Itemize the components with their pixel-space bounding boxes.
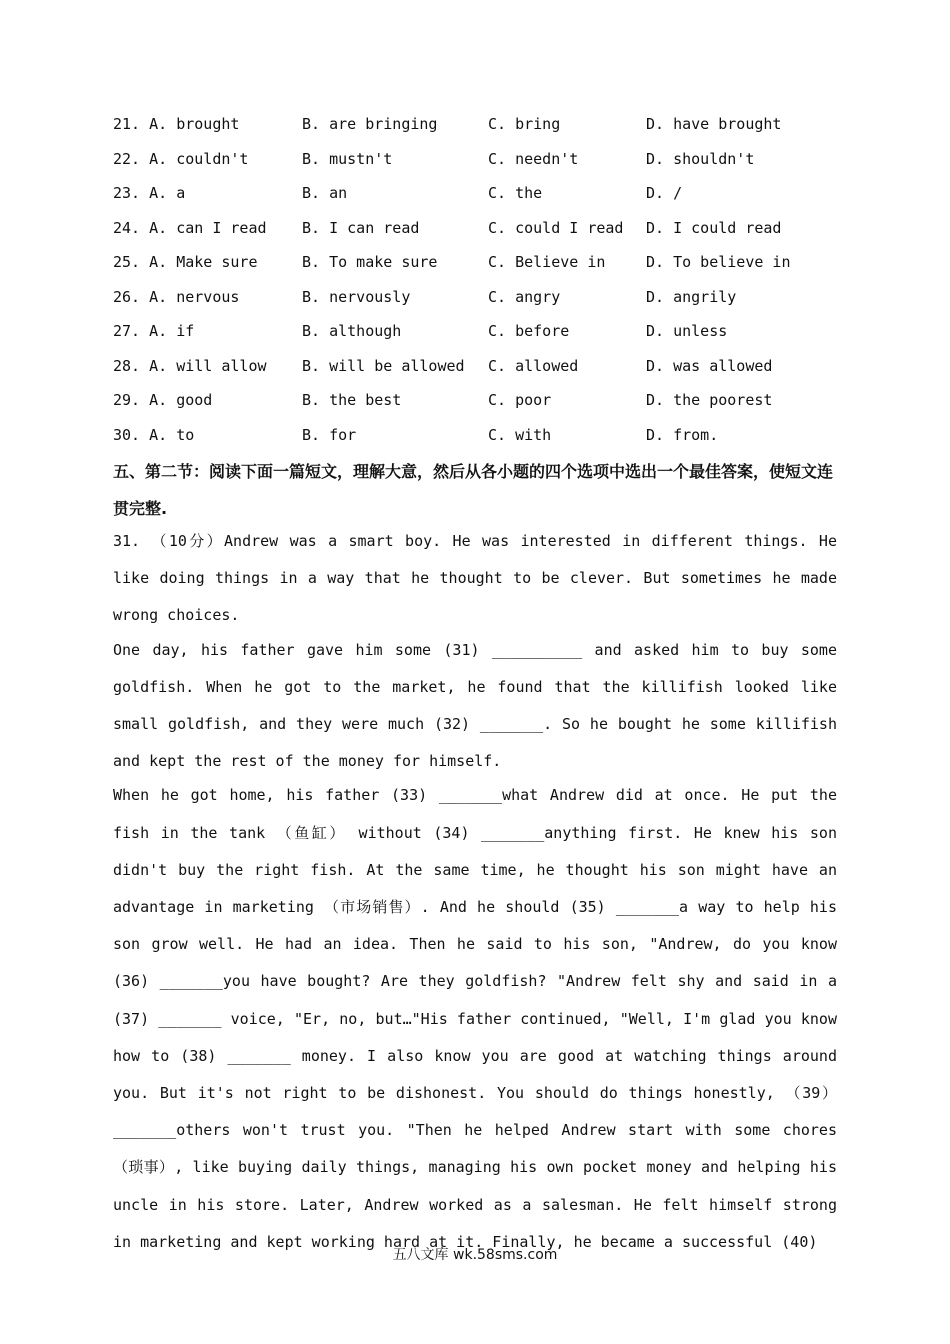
option-b: B. will be allowed	[302, 356, 465, 375]
option-c: C. the	[488, 184, 543, 202]
option-b: B. the best	[302, 391, 402, 409]
option-a: 24. A. can I read	[113, 218, 267, 237]
option-d: D. To believe in	[646, 253, 791, 271]
option-c: C. bring	[488, 115, 561, 133]
option-row-21	[113, 112, 853, 147]
option-d: D. /	[646, 184, 683, 202]
option-a: 26. A. nervous	[113, 287, 240, 306]
option-c: C. Believe in	[488, 253, 606, 271]
option-d: D. the poorest	[646, 391, 773, 409]
option-d: D. shouldn't	[646, 149, 755, 168]
option-a: 23. A. a	[113, 184, 186, 202]
section-heading: 五、第二节：阅读下面一篇短文，理解大意，然后从各小题的四个选项中选出一个最佳答案，使短文连贯完整.	[113, 462, 834, 518]
option-a: 28. A. will allow	[113, 356, 267, 375]
passage-paragraph-1: One day, his father gave him some (31) __________ and asked him to buy some goldfish. When he got to the market, he found that the killifish looked like small goldfish, and they were much (32) _______. So he bought he some killifish and kept the rest of the money for himself.	[113, 640, 837, 771]
option-row-22	[113, 147, 853, 182]
option-row-26	[113, 285, 853, 320]
option-d: D. angrily	[646, 287, 737, 306]
option-a: 30. A. to	[113, 425, 195, 444]
option-b: B. an	[302, 184, 348, 202]
option-row-25	[113, 250, 853, 285]
option-d: D. unless	[646, 322, 728, 340]
option-b: B. I can read	[302, 218, 420, 237]
option-a: 27. A. if	[113, 322, 195, 340]
option-b: B. although	[302, 322, 402, 340]
option-row-29	[113, 388, 853, 423]
passage-intro: 31. （10分）Andrew was a smart boy. He was interested in different things. He like doing things in a way that he thought to be clever. But sometimes he made wrong choices.	[113, 532, 837, 625]
option-a: 25. A. Make sure	[113, 253, 258, 271]
option-row-30	[113, 423, 853, 458]
option-c: C. could I read	[488, 218, 624, 237]
option-row-24	[113, 216, 853, 251]
page-footer: 五八文库 wk.58sms.com	[392, 1247, 558, 1263]
option-c: C. needn't	[488, 149, 579, 168]
option-b: B. are bringing	[302, 115, 438, 133]
passage-paragraph-2: When he got home, his father (33) _______what Andrew did at once. He put the fish in the tank （鱼缸） without (34) _______anything first. He knew his son didn't buy the right fish. At the same time, he thought his son might have an advantage in marketing （市场销售）. And he should (35) _______a way to help his son grow well. He had an idea. Then he said to his son, "Andrew, do you know (36) _______you have bought? Are they goldfish? "Andrew felt shy and said in a (37) _______ voice, "Er, no, but…"His father continued, "Well, I'm glad you know how to (38) _______ money. I also know you are good at watching things around you. But it's not right to be dishonest. You should do things honestly, （39） _______others won't trust you. "Then he helped Andrew start with some chores （琐事）, like buying daily things, managing his own pocket money and helping his uncle in his store. Later, Andrew worked as a salesman. He felt himself strong in marketing and kept working hard at it. Finally, he became a successful (40)	[113, 786, 837, 1251]
option-list	[113, 112, 853, 457]
option-a: 22. A. couldn't	[113, 149, 249, 168]
option-c: C. before	[488, 322, 570, 340]
option-d: D. was allowed	[646, 356, 773, 375]
option-d: D. I could read	[646, 218, 782, 237]
option-c: C. angry	[488, 287, 561, 306]
option-a: 29. A. good	[113, 391, 213, 409]
option-c: C. poor	[488, 391, 552, 409]
option-b: B. for	[302, 425, 357, 444]
option-b: B. To make sure	[302, 253, 438, 271]
option-d: D. from.	[646, 425, 719, 444]
reading-passage	[113, 523, 837, 1261]
option-b: B. mustn't	[302, 149, 393, 168]
option-a: 21. A. brought	[113, 115, 240, 133]
option-b: B. nervously	[302, 287, 411, 306]
option-row-27	[113, 319, 853, 354]
option-row-28	[113, 354, 853, 389]
option-c: C. allowed	[488, 356, 579, 375]
option-c: C. with	[488, 425, 552, 444]
option-row-23	[113, 181, 853, 216]
option-d: D. have brought	[646, 115, 782, 133]
